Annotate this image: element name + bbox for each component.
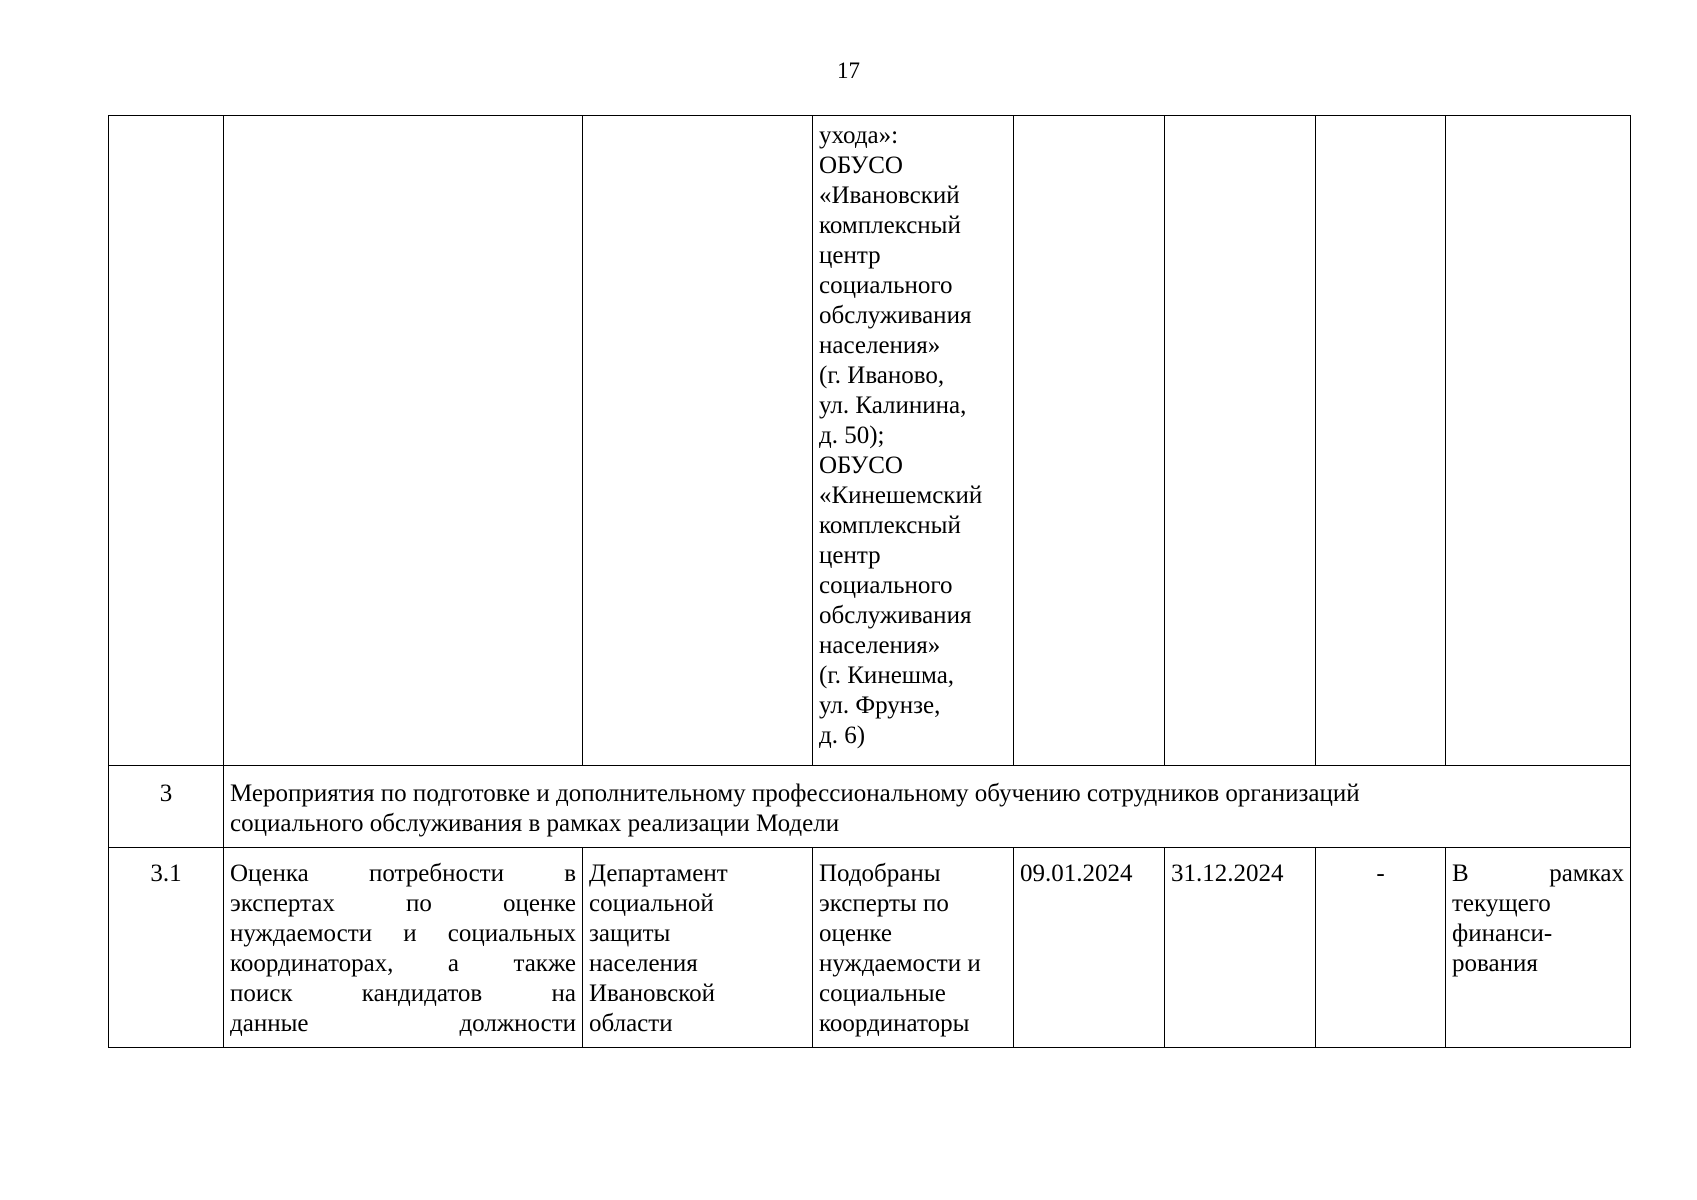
text-line: текущего	[1452, 890, 1551, 917]
text-line: нуждаемости и	[819, 950, 981, 977]
text-line: экспертах по оценке	[230, 890, 576, 917]
text-line: д. 6)	[819, 722, 866, 749]
item-event	[224, 848, 583, 1048]
cell-responsible	[583, 116, 813, 766]
text-line: (г. Кинешма,	[819, 662, 955, 689]
text-line: области	[589, 1010, 673, 1037]
text-line: обслуживания	[819, 602, 972, 629]
plan-table	[108, 115, 1631, 1048]
section-number: 3	[109, 766, 224, 848]
cell-funding-source	[1446, 116, 1631, 766]
cell-funding-amount	[1316, 116, 1446, 766]
text-line: ул. Фрунзе,	[819, 692, 941, 719]
item-funding-source	[1446, 848, 1631, 1048]
text-line: Ивановской	[589, 980, 716, 1007]
text-line: «Кинешемский	[819, 482, 983, 509]
table-row-item	[109, 848, 1631, 1048]
cell-number	[109, 116, 224, 766]
text-line: (г. Иваново,	[819, 362, 945, 389]
text-line: финанси-	[1452, 920, 1553, 947]
item-number: 3.1	[109, 848, 224, 1048]
text-line: ОБУСО	[819, 152, 903, 179]
text-line: поиск кандидатов на	[230, 980, 576, 1007]
text-line: нуждаемости и социальных	[230, 920, 576, 947]
text-line: комплексный	[819, 212, 961, 239]
text-line: социального обслуживания в рамках реализации Модели	[230, 810, 840, 837]
text-line: обслуживания	[819, 302, 972, 329]
item-responsible	[583, 848, 813, 1048]
text-line: социальной	[589, 890, 714, 917]
text-line: д. 50);	[819, 422, 885, 449]
text-line: эксперты по	[819, 890, 949, 917]
item-start-date: 09.01.2024	[1014, 848, 1165, 1048]
table-row-section	[109, 766, 1631, 848]
text-line: Подобраны	[819, 860, 941, 887]
item-end-date: 31.12.2024	[1165, 848, 1316, 1048]
text-line: данные должности	[230, 1010, 576, 1037]
result-text	[819, 121, 1007, 751]
text-line: ухода»:	[819, 122, 899, 149]
table-row-continued	[109, 116, 1631, 766]
text-line: центр	[819, 242, 881, 269]
text-line: оценке	[819, 920, 892, 947]
text-line: В рамках	[1452, 860, 1624, 887]
text-line: координаторах, а также	[230, 950, 576, 977]
page-number: 17	[837, 58, 860, 83]
text-line: населения	[589, 950, 698, 977]
item-funding-amount: -	[1316, 848, 1446, 1048]
text-line: населения»	[819, 332, 941, 359]
text-line: населения»	[819, 632, 941, 659]
text-line: Оценка потребности в	[230, 860, 576, 887]
cell-event	[224, 116, 583, 766]
text-line: комплексный	[819, 512, 961, 539]
text-line: ОБУСО	[819, 452, 903, 479]
item-result	[813, 848, 1014, 1048]
cell-end-date	[1165, 116, 1316, 766]
text-line: Департамент	[589, 860, 728, 887]
text-line: центр	[819, 542, 881, 569]
text-line: Мероприятия по подготовке и дополнительному профессиональному обучению сотрудников организаций	[230, 780, 1360, 807]
text-line: рования	[1452, 950, 1538, 977]
cell-start-date	[1014, 116, 1165, 766]
text-line: защиты	[589, 920, 671, 947]
section-title	[224, 766, 1631, 848]
text-line: социального	[819, 572, 953, 599]
text-line: социального	[819, 272, 953, 299]
cell-result	[813, 116, 1014, 766]
text-line: социальные	[819, 980, 946, 1007]
text-line: «Ивановский	[819, 182, 960, 209]
text-line: координаторы	[819, 1010, 970, 1037]
text-line: ул. Калинина,	[819, 392, 967, 419]
